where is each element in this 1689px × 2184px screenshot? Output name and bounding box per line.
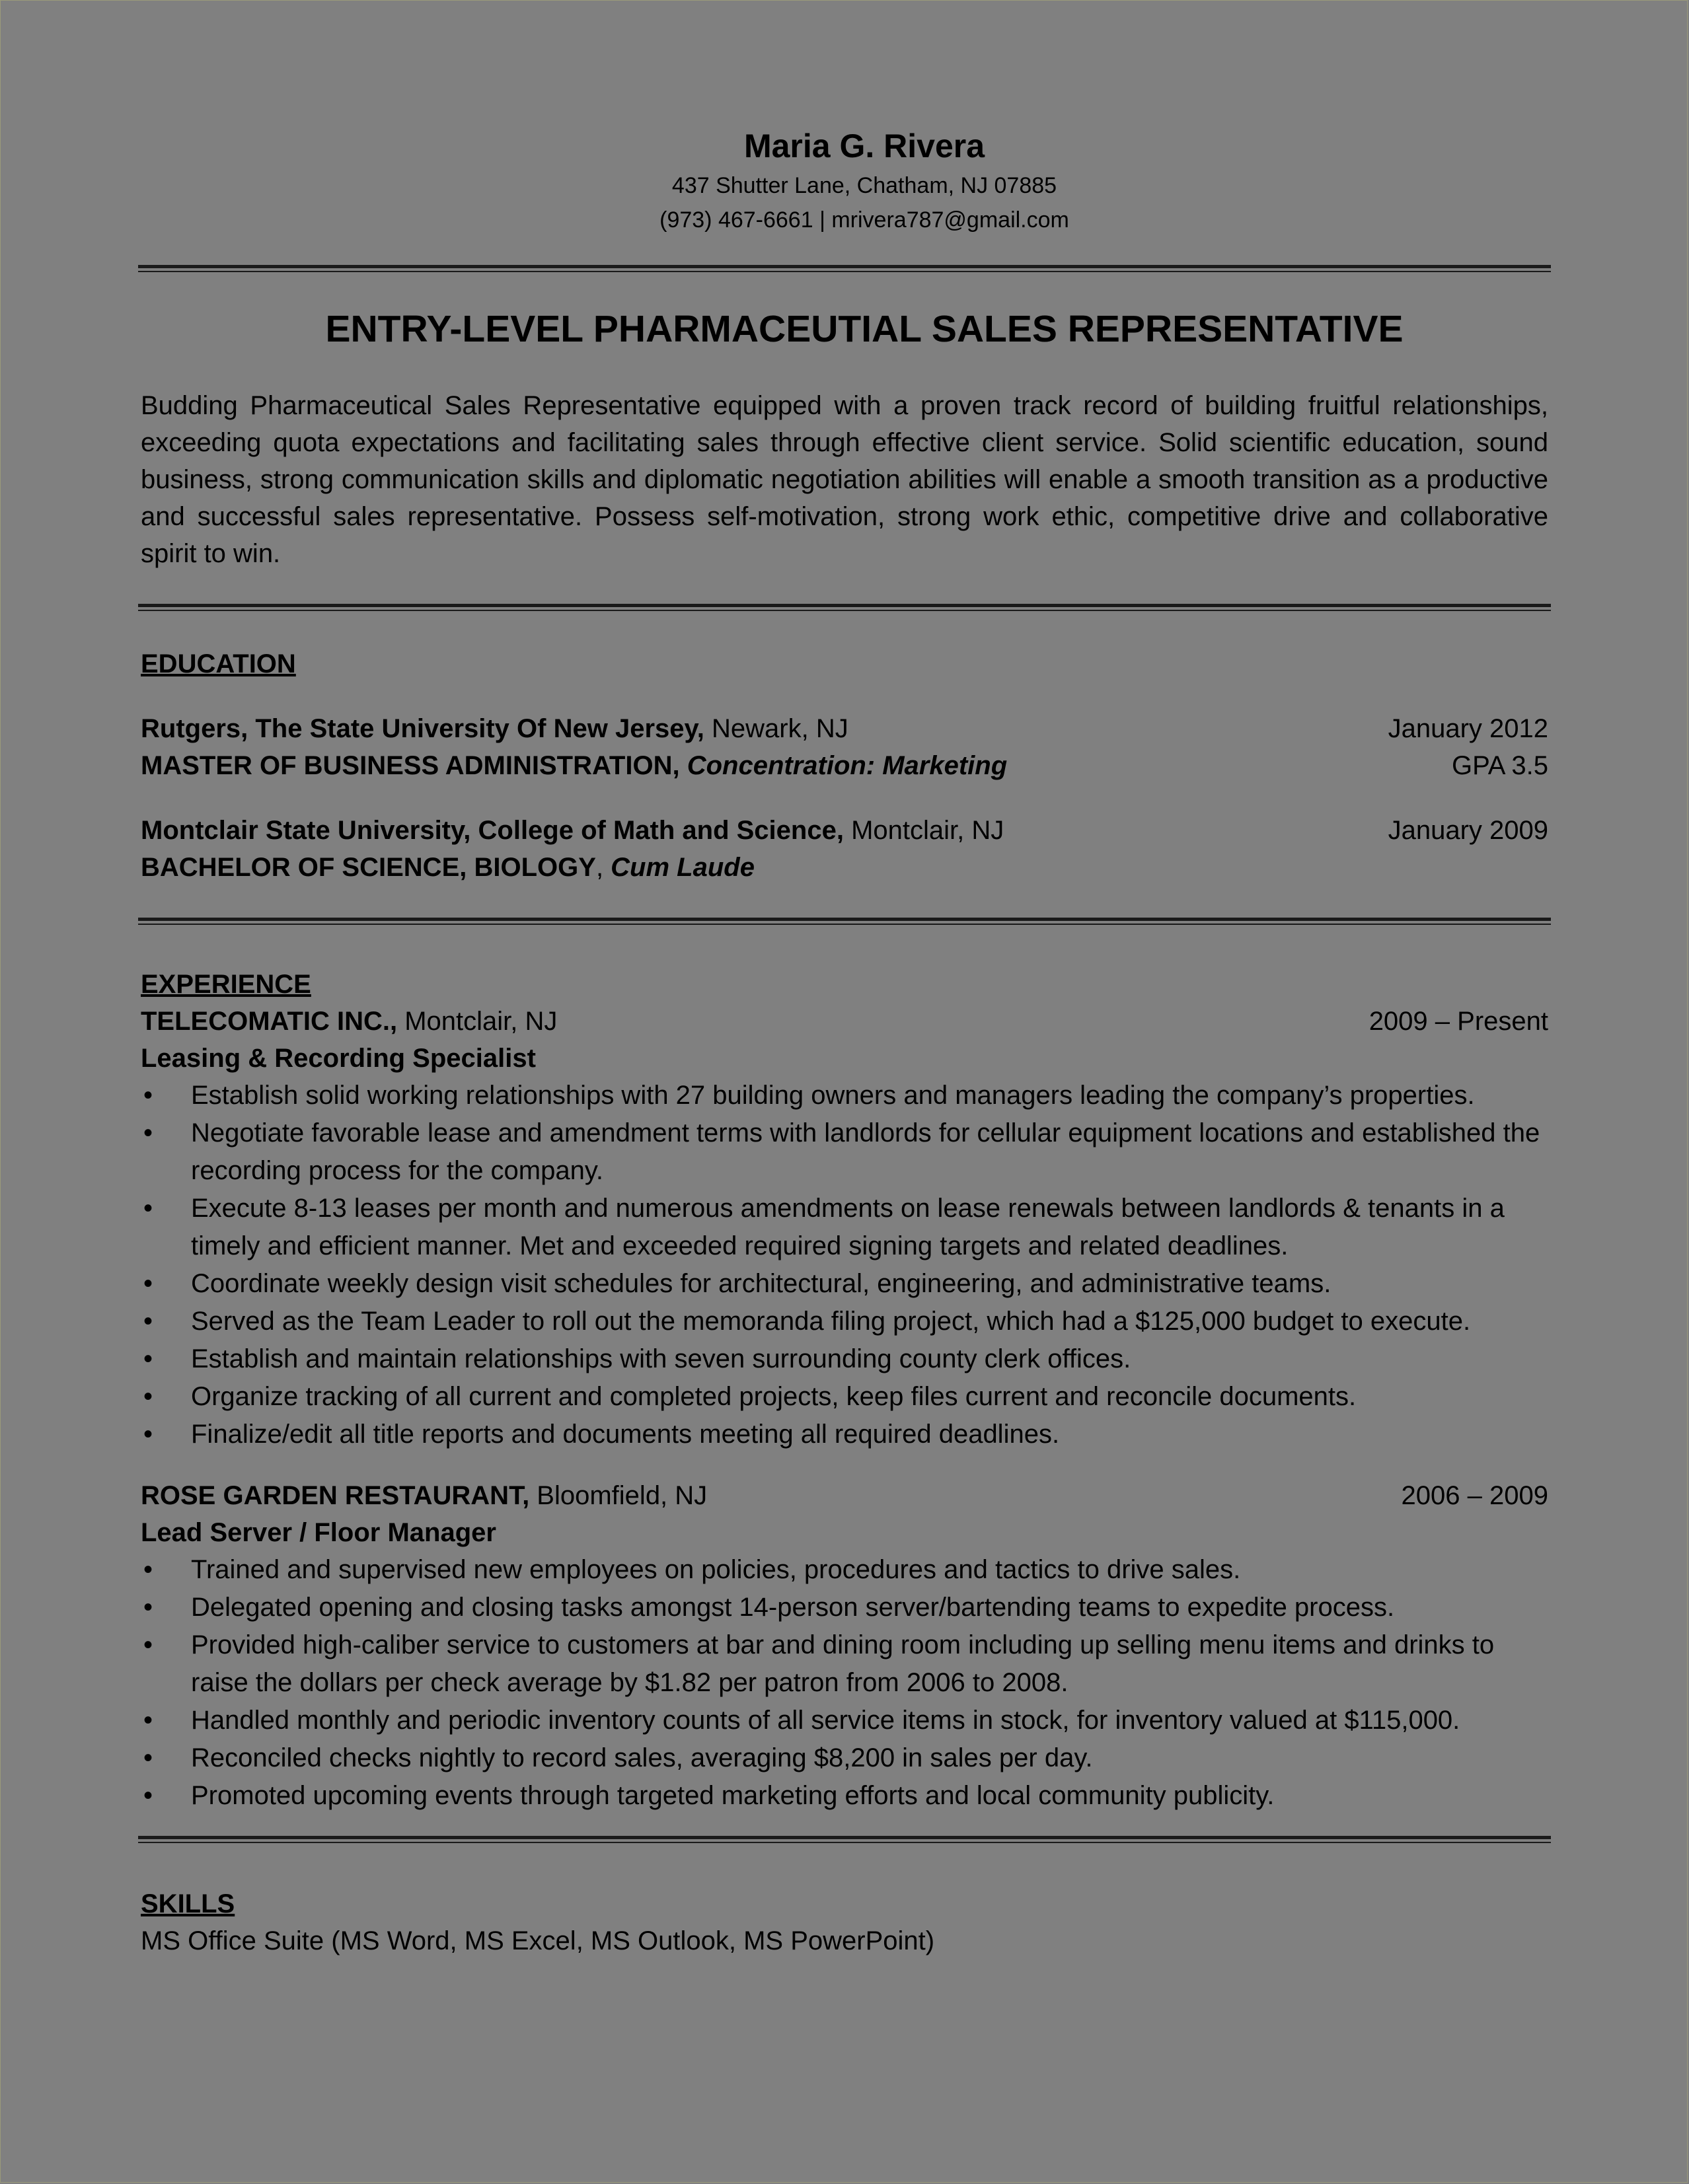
- list-item: • Establish solid working relationships with 27 building owners and managers leading the company’s properties.: [141, 1077, 1548, 1114]
- divider-rule: [138, 1836, 1551, 1843]
- bullet-icon: •: [143, 1593, 153, 1622]
- job-dates: 2009 – Present: [1369, 1007, 1548, 1036]
- list-item: • Finalize/edit all title reports and documents meeting all required deadlines.: [141, 1416, 1548, 1453]
- bullet-icon: •: [143, 1743, 153, 1772]
- education-degree-row: [141, 849, 1548, 886]
- bullet-icon: •: [143, 1307, 153, 1336]
- list-item: • Promoted upcoming events through targeted marketing efforts and local community publicity.: [141, 1777, 1548, 1815]
- education-section: [141, 645, 1548, 886]
- list-item: • Trained and supervised new employees on policies, procedures and tactics to drive sales.: [141, 1551, 1548, 1589]
- degree-separator: ,: [595, 853, 611, 882]
- education-heading: EDUCATION: [141, 649, 296, 678]
- job-bullets: [141, 1077, 1548, 1453]
- degree-name: MASTER OF BUSINESS ADMINISTRATION,: [141, 751, 680, 780]
- school-location: Montclair, NJ: [843, 816, 1004, 845]
- list-item: • Negotiate favorable lease and amendment terms with landlords for cellular equipment locations and established the recording process for the company.: [141, 1114, 1548, 1190]
- company-name: TELECOMATIC INC.,: [141, 1007, 398, 1036]
- list-item: • Delegated opening and closing tasks amongst 14-person server/bartending teams to expedite process.: [141, 1589, 1548, 1626]
- job-title: Lead Server / Floor Manager: [141, 1518, 496, 1547]
- bullet-icon: •: [143, 1269, 153, 1298]
- candidate-name: Maria G. Rivera: [743, 127, 985, 164]
- list-item: • Provided high-caliber service to customers at bar and dining room including up selling menu items and drinks to raise the dollars per check average by $1.82 per patron from 2006 to 2008.: [141, 1626, 1548, 1702]
- bullet-icon: •: [143, 1420, 153, 1449]
- education-entry: [141, 812, 1548, 886]
- divider-rule: [138, 918, 1551, 925]
- address-line: 437 Shutter Lane, Chatham, NJ 07885: [671, 173, 1057, 198]
- divider-rule: [138, 604, 1551, 611]
- education-date: January 2009: [1388, 816, 1548, 845]
- company-name: ROSE GARDEN RESTAURANT,: [141, 1481, 530, 1510]
- job-entry: [141, 1003, 1548, 1453]
- degree-concentration: Concentration: Marketing: [679, 751, 1008, 780]
- list-item: • Reconciled checks nightly to record sales, averaging $8,200 in sales per day.: [141, 1739, 1548, 1777]
- bullet-icon: •: [143, 1781, 153, 1810]
- objective-title: ENTRY-LEVEL PHARMACEUTIAL SALES REPRESENTATIVE: [325, 308, 1404, 350]
- contact-line: (973) 467-6661 | mrivera787@gmail.com: [659, 207, 1069, 233]
- education-school-row: [141, 812, 1548, 849]
- resume-content: [141, 124, 1548, 1959]
- education-school-row: [141, 710, 1548, 747]
- experience-section: [141, 966, 1548, 1815]
- skills-list: MS Office Suite (MS Word, MS Excel, MS Outlook, MS PowerPoint): [141, 1926, 935, 1955]
- education-degree-row: [141, 747, 1548, 784]
- bullet-icon: •: [143, 1081, 153, 1110]
- job-entry: [141, 1477, 1548, 1815]
- job-title: Leasing & Recording Specialist: [141, 1044, 536, 1073]
- degree-name: BACHELOR OF SCIENCE, BIOLOGY: [141, 853, 596, 882]
- divider-rule: [138, 265, 1551, 272]
- bullet-icon: •: [143, 1344, 153, 1373]
- list-item: • Establish and maintain relationships with seven surrounding county clerk offices.: [141, 1340, 1548, 1378]
- bullet-icon: •: [143, 1706, 153, 1735]
- education-entry: [141, 710, 1548, 784]
- job-company-row: [141, 1477, 1548, 1514]
- list-item: • Coordinate weekly design visit schedules for architectural, engineering, and administrative teams.: [141, 1265, 1548, 1303]
- skills-heading: SKILLS: [141, 1889, 235, 1918]
- company-location: Montclair, NJ: [397, 1007, 558, 1036]
- job-bullets: [141, 1551, 1548, 1815]
- school-name: Rutgers, The State University Of New Jersey,: [141, 714, 704, 743]
- job-company-row: [141, 1003, 1548, 1040]
- bullet-icon: •: [143, 1630, 153, 1659]
- bullet-icon: •: [143, 1118, 153, 1147]
- gpa: GPA 3.5: [1451, 751, 1548, 780]
- bullet-icon: •: [143, 1555, 153, 1584]
- list-item: • Organize tracking of all current and completed projects, keep files current and reconcile documents.: [141, 1378, 1548, 1416]
- job-dates: 2006 – 2009: [1401, 1481, 1548, 1510]
- list-item: • Served as the Team Leader to roll out the memoranda filing project, which had a $125,000 budget to execute.: [141, 1303, 1548, 1340]
- company-location: Bloomfield, NJ: [529, 1481, 708, 1510]
- list-item: • Handled monthly and periodic inventory counts of all service items in stock, for inventory valued at $115,000.: [141, 1702, 1548, 1739]
- school-location: Newark, NJ: [704, 714, 848, 743]
- degree-honors: Cum Laude: [611, 853, 755, 882]
- skills-section: [141, 1885, 1548, 1959]
- summary-paragraph: Budding Pharmaceutical Sales Representative equipped with a proven track record of building fruitful relationships, exceeding quota expectations and facilitating sales through effective client service. Solid scientific education, sound business, strong communication skills and diplomatic negotiation abilities will enable a smooth transition as a productive and successful sales representative. Possess self-motivation, strong work ethic, competitive drive and collaborative spirit to win.: [141, 391, 1548, 568]
- bullet-icon: •: [143, 1382, 153, 1411]
- school-name: Montclair State University, College of Math and Science,: [141, 816, 844, 845]
- bullet-icon: •: [143, 1194, 153, 1223]
- education-date: January 2012: [1388, 714, 1548, 743]
- experience-heading: EXPERIENCE: [141, 970, 311, 999]
- list-item: • Execute 8-13 leases per month and numerous amendments on lease renewals between landlords & tenants in a timely and efficient manner. Met and exceeded required signing targets and related deadlines.: [141, 1190, 1548, 1265]
